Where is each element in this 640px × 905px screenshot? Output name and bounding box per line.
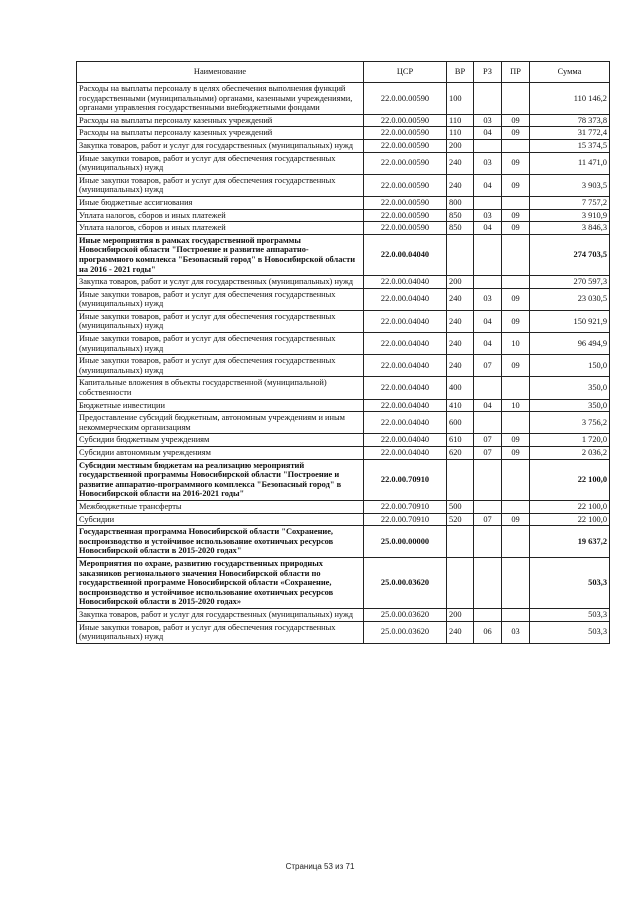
cell-vr: 850 [447, 209, 474, 222]
table-row [77, 434, 610, 447]
cell-vr: 520 [447, 513, 474, 526]
cell-csr: 22.0.00.70910 [364, 459, 447, 500]
cell-pr [502, 526, 530, 558]
cell-vr [447, 526, 474, 558]
table-body [77, 83, 610, 644]
cell-rz: 07 [474, 447, 502, 460]
table-row [77, 526, 610, 558]
table-row [77, 377, 610, 399]
cell-pr [502, 459, 530, 500]
cell-name: Иные бюджетные ассигнования [77, 196, 364, 209]
cell-rz [474, 234, 502, 275]
cell-rz [474, 500, 502, 513]
cell-rz: 04 [474, 127, 502, 140]
cell-name: Мероприятия по охране, развитию государственных природных заказников регионального значения Новосибирской области по государственной программе Новосибирской области «Сохранение, воспроизводство и устойчивое использование охотничьих ресурсов Новосибирской области в 2015-2020 годах» [77, 557, 364, 608]
header-pr: ПР [502, 62, 530, 83]
cell-vr [447, 234, 474, 275]
cell-csr: 25.0.00.03620 [364, 621, 447, 643]
table-row [77, 459, 610, 500]
cell-rz [474, 139, 502, 152]
cell-rz: 04 [474, 174, 502, 196]
cell-csr: 22.0.00.04040 [364, 434, 447, 447]
cell-rz [474, 412, 502, 434]
header-row [77, 62, 610, 83]
cell-csr: 22.0.00.70910 [364, 513, 447, 526]
table-row [77, 399, 610, 412]
cell-csr: 22.0.00.04040 [364, 447, 447, 460]
table-row [77, 557, 610, 608]
table-row [77, 114, 610, 127]
cell-csr: 22.0.00.00590 [364, 152, 447, 174]
header-csr: ЦСР [364, 62, 447, 83]
cell-name: Иные закупки товаров, работ и услуг для обеспечения государственных (муниципальных) нужд [77, 355, 364, 377]
cell-pr: 03 [502, 621, 530, 643]
cell-sum: 274 703,5 [530, 234, 610, 275]
cell-pr: 09 [502, 114, 530, 127]
cell-csr: 22.0.00.04040 [364, 234, 447, 275]
cell-vr: 240 [447, 288, 474, 310]
cell-rz [474, 196, 502, 209]
cell-name: Расходы на выплаты персоналу казенных учреждений [77, 127, 364, 140]
cell-sum: 2 036,2 [530, 447, 610, 460]
header-rz: РЗ [474, 62, 502, 83]
table-row [77, 621, 610, 643]
cell-sum: 503,3 [530, 621, 610, 643]
table-row [77, 608, 610, 621]
cell-pr: 09 [502, 434, 530, 447]
cell-name: Расходы на выплаты персоналу казенных учреждений [77, 114, 364, 127]
table-row [77, 127, 610, 140]
cell-pr [502, 276, 530, 289]
cell-name: Иные мероприятия в рамках государственной программы Новосибирской области "Построение и развитие аппаратно-программного комплекса "Безопасный город" в Новосибирской области на 2016 - 2021 годы" [77, 234, 364, 275]
cell-vr: 610 [447, 434, 474, 447]
cell-sum: 3 910,9 [530, 209, 610, 222]
cell-sum: 3 756,2 [530, 412, 610, 434]
cell-rz: 03 [474, 209, 502, 222]
cell-vr: 240 [447, 621, 474, 643]
cell-rz [474, 459, 502, 500]
table-row [77, 333, 610, 355]
cell-name: Субсидии автономным учреждениям [77, 447, 364, 460]
cell-pr: 09 [502, 355, 530, 377]
cell-vr: 240 [447, 333, 474, 355]
cell-csr: 22.0.00.04040 [364, 355, 447, 377]
table-row [77, 412, 610, 434]
cell-sum: 78 373,8 [530, 114, 610, 127]
cell-pr: 09 [502, 447, 530, 460]
cell-rz: 07 [474, 513, 502, 526]
cell-rz [474, 557, 502, 608]
cell-name: Субсидии местным бюджетам на реализацию мероприятий государственной программы Новосибирской области "Построение и развитие аппаратно-программного комплекса "Безопасный город" в Новосибирской области на 2016-2021 годы" [77, 459, 364, 500]
cell-rz [474, 83, 502, 115]
cell-name: Расходы на выплаты персоналу в целях обеспечения выполнения функций государственными (муниципальными) органами, казенными учреждениями, органами управления государственными внебюджетными фондами [77, 83, 364, 115]
cell-sum: 19 637,2 [530, 526, 610, 558]
cell-csr: 25.0.00.03620 [364, 608, 447, 621]
cell-sum: 3 903,5 [530, 174, 610, 196]
cell-vr: 800 [447, 196, 474, 209]
cell-rz: 03 [474, 152, 502, 174]
cell-pr: 09 [502, 209, 530, 222]
cell-csr: 22.0.00.04040 [364, 333, 447, 355]
table-row [77, 355, 610, 377]
cell-vr: 110 [447, 114, 474, 127]
cell-sum: 503,3 [530, 557, 610, 608]
table-row [77, 196, 610, 209]
cell-csr: 22.0.00.00590 [364, 209, 447, 222]
cell-vr [447, 459, 474, 500]
cell-pr [502, 377, 530, 399]
cell-sum: 22 100,0 [530, 500, 610, 513]
cell-pr: 09 [502, 513, 530, 526]
cell-name: Предоставление субсидий бюджетным, автономным учреждениям и иным некоммерческим организациям [77, 412, 364, 434]
table-row [77, 152, 610, 174]
cell-sum: 270 597,3 [530, 276, 610, 289]
cell-name: Уплата налогов, сборов и иных платежей [77, 209, 364, 222]
cell-rz: 03 [474, 288, 502, 310]
cell-sum: 503,3 [530, 608, 610, 621]
table-row [77, 500, 610, 513]
cell-csr: 22.0.00.04040 [364, 377, 447, 399]
cell-name: Уплата налогов, сборов и иных платежей [77, 222, 364, 235]
cell-csr: 22.0.00.00590 [364, 114, 447, 127]
cell-pr: 09 [502, 127, 530, 140]
cell-pr [502, 196, 530, 209]
cell-rz [474, 526, 502, 558]
cell-pr: 09 [502, 174, 530, 196]
cell-name: Иные закупки товаров, работ и услуг для обеспечения государственных (муниципальных) нужд [77, 152, 364, 174]
cell-pr: 10 [502, 399, 530, 412]
cell-vr: 410 [447, 399, 474, 412]
cell-csr: 22.0.00.00590 [364, 127, 447, 140]
cell-csr: 25.0.00.00000 [364, 526, 447, 558]
cell-vr: 100 [447, 83, 474, 115]
cell-name: Субсидии бюджетным учреждениям [77, 434, 364, 447]
cell-name: Иные закупки товаров, работ и услуг для обеспечения государственных (муниципальных) нужд [77, 621, 364, 643]
cell-sum: 15 374,5 [530, 139, 610, 152]
cell-pr: 09 [502, 310, 530, 332]
cell-rz: 04 [474, 333, 502, 355]
table-row [77, 513, 610, 526]
table-row [77, 276, 610, 289]
cell-vr: 240 [447, 152, 474, 174]
cell-vr: 400 [447, 377, 474, 399]
cell-csr: 22.0.00.00590 [364, 83, 447, 115]
cell-csr: 22.0.00.70910 [364, 500, 447, 513]
cell-csr: 22.0.00.00590 [364, 222, 447, 235]
cell-name: Иные закупки товаров, работ и услуг для обеспечения государственных (муниципальных) нужд [77, 174, 364, 196]
cell-vr: 240 [447, 310, 474, 332]
header-name: Наименование [77, 62, 364, 83]
cell-vr: 240 [447, 355, 474, 377]
cell-pr [502, 500, 530, 513]
cell-csr: 22.0.00.00590 [364, 174, 447, 196]
cell-rz: 06 [474, 621, 502, 643]
cell-pr: 09 [502, 152, 530, 174]
cell-name: Межбюджетные трансферты [77, 500, 364, 513]
cell-rz: 03 [474, 114, 502, 127]
cell-csr: 22.0.00.04040 [364, 276, 447, 289]
table-row [77, 222, 610, 235]
cell-name: Государственная программа Новосибирской области "Сохранение, воспроизводство и устойчивое использование охотничьих ресурсов Новосибирской области в 2015-2020 годах" [77, 526, 364, 558]
cell-csr: 22.0.00.04040 [364, 412, 447, 434]
cell-csr: 22.0.00.04040 [364, 310, 447, 332]
table-row [77, 139, 610, 152]
cell-name: Субсидии [77, 513, 364, 526]
cell-csr: 22.0.00.00590 [364, 139, 447, 152]
table-row [77, 310, 610, 332]
cell-vr: 200 [447, 608, 474, 621]
cell-name: Закупка товаров, работ и услуг для государственных (муниципальных) нужд [77, 276, 364, 289]
cell-rz: 07 [474, 434, 502, 447]
cell-name: Закупка товаров, работ и услуг для государственных (муниципальных) нужд [77, 608, 364, 621]
cell-rz [474, 377, 502, 399]
cell-sum: 350,0 [530, 399, 610, 412]
cell-pr [502, 557, 530, 608]
cell-csr: 25.0.00.03620 [364, 557, 447, 608]
cell-pr [502, 608, 530, 621]
cell-sum: 350,0 [530, 377, 610, 399]
table-row [77, 288, 610, 310]
cell-sum: 110 146,2 [530, 83, 610, 115]
cell-sum: 96 494,9 [530, 333, 610, 355]
cell-pr: 09 [502, 222, 530, 235]
cell-vr: 500 [447, 500, 474, 513]
cell-rz: 04 [474, 310, 502, 332]
cell-sum: 31 772,4 [530, 127, 610, 140]
cell-csr: 22.0.00.04040 [364, 288, 447, 310]
page-footer: Страница 53 из 71 [285, 862, 355, 871]
table-row [77, 83, 610, 115]
cell-rz: 07 [474, 355, 502, 377]
cell-sum: 150,0 [530, 355, 610, 377]
cell-name: Иные закупки товаров, работ и услуг для обеспечения государственных (муниципальных) нужд [77, 288, 364, 310]
cell-sum: 22 100,0 [530, 459, 610, 500]
cell-vr: 850 [447, 222, 474, 235]
cell-pr [502, 83, 530, 115]
cell-pr: 10 [502, 333, 530, 355]
header-vr: ВР [447, 62, 474, 83]
cell-rz: 04 [474, 222, 502, 235]
table-row [77, 209, 610, 222]
cell-pr [502, 139, 530, 152]
cell-sum: 150 921,9 [530, 310, 610, 332]
cell-pr: 09 [502, 288, 530, 310]
cell-vr [447, 557, 474, 608]
cell-vr: 600 [447, 412, 474, 434]
cell-vr: 240 [447, 174, 474, 196]
cell-vr: 200 [447, 276, 474, 289]
cell-csr: 22.0.00.04040 [364, 399, 447, 412]
cell-csr: 22.0.00.00590 [364, 196, 447, 209]
cell-name: Иные закупки товаров, работ и услуг для обеспечения государственных (муниципальных) нужд [77, 333, 364, 355]
cell-name: Капитальные вложения в объекты государственной (муниципальной) собственности [77, 377, 364, 399]
cell-sum: 11 471,0 [530, 152, 610, 174]
table-row [77, 234, 610, 275]
cell-name: Закупка товаров, работ и услуг для государственных (муниципальных) нужд [77, 139, 364, 152]
cell-rz [474, 608, 502, 621]
cell-rz [474, 276, 502, 289]
cell-sum: 1 720,0 [530, 434, 610, 447]
budget-table [76, 61, 610, 644]
cell-vr: 110 [447, 127, 474, 140]
cell-pr [502, 234, 530, 275]
cell-vr: 620 [447, 447, 474, 460]
cell-sum: 3 846,3 [530, 222, 610, 235]
header-sum: Сумма [530, 62, 610, 83]
cell-sum: 22 100,0 [530, 513, 610, 526]
cell-name: Иные закупки товаров, работ и услуг для обеспечения государственных (муниципальных) нужд [77, 310, 364, 332]
cell-sum: 7 757,2 [530, 196, 610, 209]
cell-vr: 200 [447, 139, 474, 152]
cell-name: Бюджетные инвестиции [77, 399, 364, 412]
cell-rz: 04 [474, 399, 502, 412]
table-row [77, 174, 610, 196]
table-row [77, 447, 610, 460]
cell-sum: 23 030,5 [530, 288, 610, 310]
cell-pr [502, 412, 530, 434]
